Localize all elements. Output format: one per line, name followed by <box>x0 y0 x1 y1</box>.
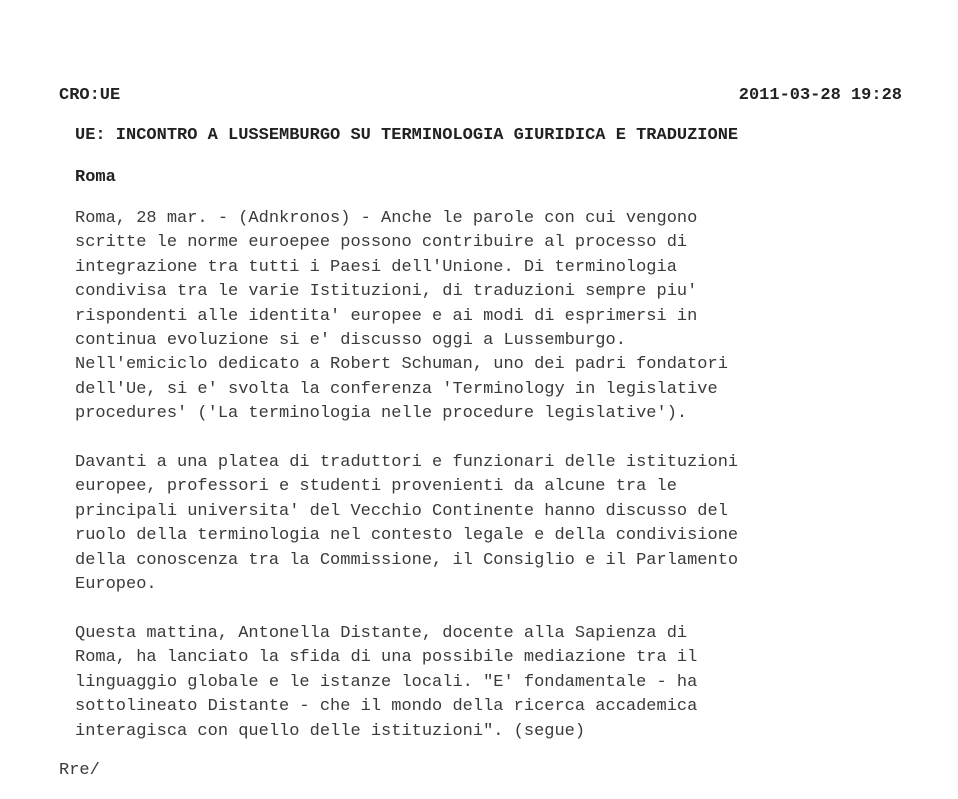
paragraph-3: Questa mattina, Antonella Distante, docente alla Sapienza di Roma, ha lanciato la sfida di una possibile mediazione tra il linguaggio globale e le istanze locali. "E' fondamentale - ha sottolineato Distante - che il mondo della ricerca accademica interagisca con quello delle istituzioni". (segue) <box>75 623 698 741</box>
paragraph-1: Roma, 28 mar. - (Adnkronos) - Anche le parole con cui vengono scritte le norme euroepee possono contribuire al processo di integrazione tra tutti i Paesi dell'Unione. Di terminologia condivisa tra le varie Istituzioni, di traduzioni sempre piu' rispondenti alle identita' europee e ai modi di esprimersi in continua evoluzione si e' discusso oggi a Lussemburgo. Nell'emiciclo dedicato a Robert Schuman, uno dei padri fondatori dell'Ue, si e' svolta la conferenza 'Terminology in legislative procedures' ('La terminologia nelle procedure legislative'). <box>75 209 728 424</box>
document-header <box>59 86 902 106</box>
paragraph-2: Davanti a una platea di traduttori e funzionari delle istituzioni europee, professori e studenti provenienti da alcune tra le principali universita' del Vecchio Continente hanno discusso del ruolo della terminologia nel contesto legale e della condivisione della conoscenza tra la Commissione, il Consiglio e il Parlamento Europeo. <box>75 453 739 595</box>
dateline: Roma <box>75 168 116 187</box>
timestamp: 2011-03-28 19:28 <box>738 86 902 105</box>
author-signature: Rre/ <box>59 761 100 780</box>
article-title: UE: INCONTRO A LUSSEMBURGO SU TERMINOLOGIA GIURIDICA E TRADUZIONE <box>75 126 739 145</box>
category-code: CRO:UE <box>59 86 121 105</box>
article-body <box>75 207 935 768</box>
